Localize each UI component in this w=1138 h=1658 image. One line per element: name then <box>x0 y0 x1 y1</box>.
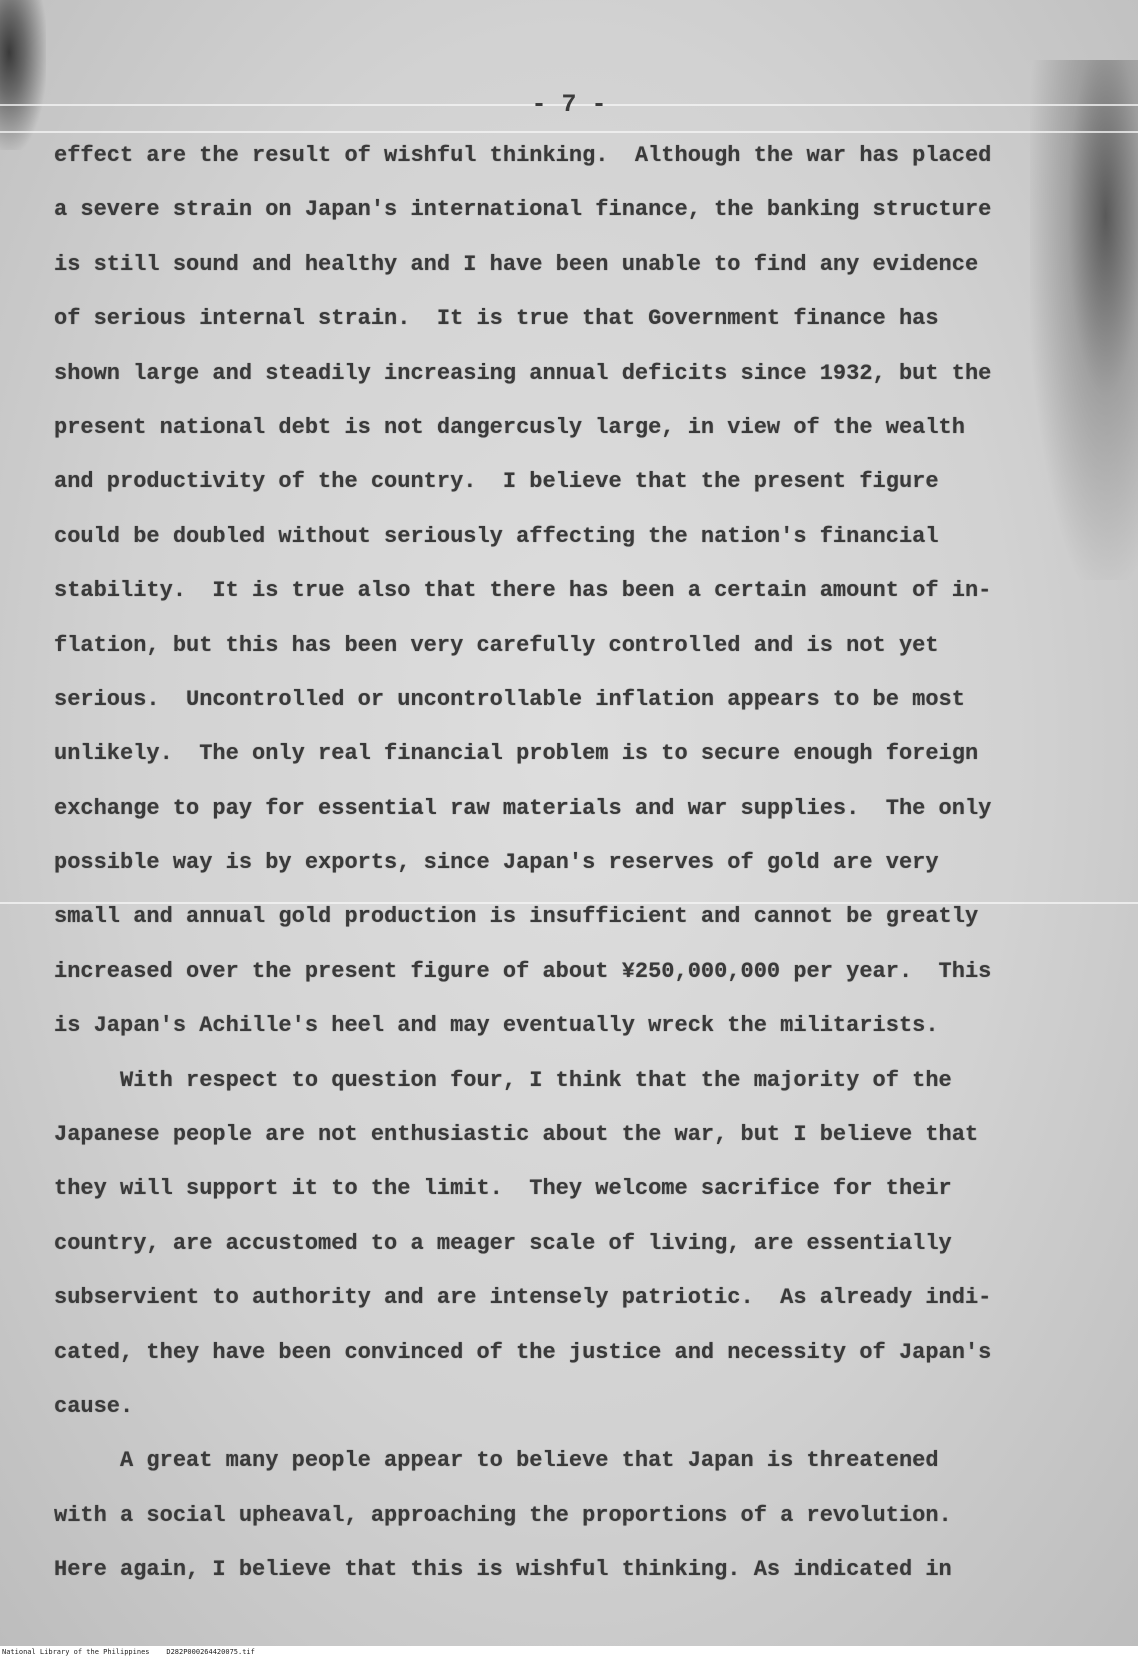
typed-body-text <box>54 141 1064 1610</box>
text-line: of serious internal strain. It is true that Government finance has <box>54 306 939 332</box>
text-line: A great many people appear to believe that Japan is threatened <box>54 1448 939 1474</box>
scan-footer-bar <box>0 1646 1138 1658</box>
text-line: and productivity of the country. I believe that the present figure <box>54 469 939 495</box>
text-line: stability. It is true also that there has been a certain amount of in- <box>54 578 992 604</box>
text-line: exchange to pay for essential raw materials and war supplies. The only <box>54 795 992 821</box>
text-line: a severe strain on Japan's international finance, the banking structure <box>54 197 992 223</box>
text-line: they will support it to the limit. They welcome sacrifice for their <box>54 1176 952 1202</box>
text-line: serious. Uncontrolled or uncontrollable inflation appears to be most <box>54 686 965 712</box>
text-line: unlikely. The only real financial problem is to secure enough foreign <box>54 741 979 767</box>
text-line: small and annual gold production is insufficient and cannot be greatly <box>54 904 979 930</box>
text-line: cated, they have been convinced of the justice and necessity of Japan's <box>54 1339 992 1365</box>
text-line: possible way is by exports, since Japan's reserves of gold are very <box>54 850 939 876</box>
text-line: flation, but this has been very carefully controlled and is not yet <box>54 632 939 658</box>
text-line: effect are the result of wishful thinking. Although the war has placed <box>54 143 992 168</box>
text-line: shown large and steadily increasing annual deficits since 1932, but the <box>54 360 992 386</box>
text-line: is Japan's Achille's heel and may eventually wreck the militarists. <box>54 1013 939 1039</box>
text-line: With respect to question four, I think that the majority of the <box>54 1067 952 1093</box>
text-line: Here again, I believe that this is wishful thinking. As indicated in <box>54 1557 952 1583</box>
text-line: with a social upheaval, approaching the proportions of a revolution. <box>54 1502 952 1528</box>
text-line: country, are accustomed to a meager scale of living, are essentially <box>54 1230 952 1256</box>
text-line: is still sound and healthy and I have been unable to find any evidence <box>54 251 979 277</box>
text-line: present national debt is not dangercusly large, in view of the wealth <box>54 414 965 440</box>
text-line: increased over the present figure of about ¥250,000,000 per year. This <box>54 958 992 984</box>
page-smudge-left <box>0 0 46 150</box>
text-line: cause. <box>54 1393 134 1419</box>
text-line: could be doubled without seriously affecting the nation's financial <box>54 523 939 549</box>
scan-footer-caption: National Library of the Philippines D282P000264420075.tif <box>2 1648 255 1656</box>
text-line: Japanese people are not enthusiastic about the war, but I believe that <box>54 1122 979 1148</box>
fold-line <box>0 131 1138 133</box>
page-number: - 7 - <box>531 90 607 119</box>
text-line: subservient to authority and are intensely patriotic. As already indi- <box>54 1285 992 1311</box>
